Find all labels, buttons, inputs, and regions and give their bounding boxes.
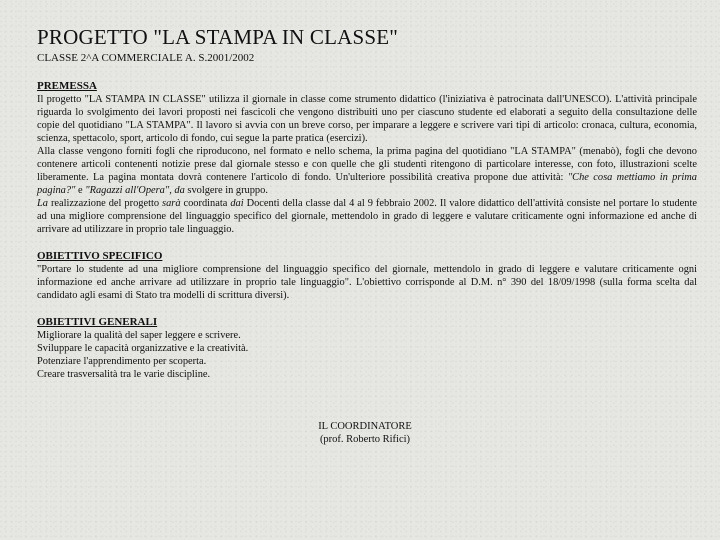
generali-item: Sviluppare le capacità organizzative e la creatività. <box>37 343 249 354</box>
generali-heading: OBIETTIVI GENERALI <box>37 316 158 328</box>
premessa-p3-italic-3: dai <box>230 198 244 209</box>
premessa-heading: PREMESSA <box>37 80 97 92</box>
premessa-p2-text-c: svolgere in gruppo. <box>184 185 268 196</box>
premessa-paragraph-3 <box>37 197 697 236</box>
section-obiettivi-generali <box>37 316 697 381</box>
premessa-p3-text-a: realizzazione del progetto <box>47 198 163 209</box>
signature-name: (prof. Roberto Rifici) <box>319 434 411 445</box>
generali-item: Potenziare l'apprendimento per scoperta. <box>37 356 207 367</box>
signature-role: IL COORDINATORE <box>318 421 412 432</box>
premessa-p2-text-a: Alla classe vengono forniti fogli che riproducono, nel formato e nello schema, la prima pagina del quotidiano "LA STAMPA" (menabò), fogli che devono contenere articoli contenenti notizie prese dal giornale stesso e con quelle che gli studenti ritengono di particolare interesse, con foto, illustrazioni scelte liberamente. La pagina montata dovrà contenere l'articolo di fondo. Un'ulteriore possibilità creativa propone due attività: <box>37 146 697 183</box>
page-title: PROGETTO "LA STAMPA IN CLASSE" <box>37 25 399 49</box>
generali-item: Creare trasversalità tra le varie discipline. <box>37 369 211 380</box>
signature-block <box>290 420 440 446</box>
obiettivo-heading: OBIETTIVO SPECIFICO <box>37 250 163 262</box>
premessa-p3-italic-2: sarà <box>162 198 181 209</box>
obiettivo-paragraph: "Portare lo studente ad una migliore comprensione del linguaggio specifico del giornale, mettendolo in grado di leggere e valutare criticamente ogni informazione ed anche arrivare ad utilizzare in proprio tale linguaggio". L'obiettivo corrisponde al D.M. n° 390 del 18/09/1998 (sulla forma scelta dal candidato agli esami di Stato tra modelli di scrittura diversi). <box>37 264 697 301</box>
premessa-p2-text-b: e <box>75 185 86 196</box>
premessa-paragraph-2 <box>37 145 697 197</box>
class-subtitle: CLASSE 2^A COMMERCIALE A. S.2001/2002 <box>37 52 255 64</box>
premessa-p3-text-c: Docenti della classe dal 4 al 9 febbraio 2002. Il valore didattico dell'attività consiste nel portare lo studente ad una migliore comprensione del linguaggio specifico del giornale, mettendolo in grado di leggere e valutare criticamente ogni informazione ed anche di arrivare ad utilizzare in proprio tale linguaggio. <box>37 198 697 235</box>
premessa-p2-italic-1: "Che cosa mettiamo in prima pagina?" <box>37 172 697 196</box>
section-premessa <box>37 80 697 236</box>
premessa-p3-text-b: coordinata <box>180 198 231 209</box>
premessa-paragraph-1: Il progetto "LA STAMPA IN CLASSE" utilizza il giornale in classe come strumento didattico (l'iniziativa è patrocinata dall'UNESCO). L'attività principale riguarda lo svolgimento dei lavori proposti nei fascicoli che vengono distribuiti uno per ciascuno studente ed elaborati a seguito della consultazione delle copie del quotidiano "LA STAMPA". Il lavoro si avvia con un breve corso, per imparare a leggere e scrivere vari tipi di articolo: cronaca, cultura, economia, scienza, spettacolo, sport, articolo di fondo, cui segue la parte pratica (esercizi). <box>37 94 697 144</box>
premessa-p2-italic-2: "Ragazzi all'Opera", da <box>85 185 185 196</box>
generali-item: Migliorare la qualità del saper leggere e scrivere. <box>37 330 241 341</box>
document-page <box>37 24 697 381</box>
premessa-p3-italic-1: La <box>37 198 48 209</box>
section-obiettivo-specifico <box>37 250 697 302</box>
